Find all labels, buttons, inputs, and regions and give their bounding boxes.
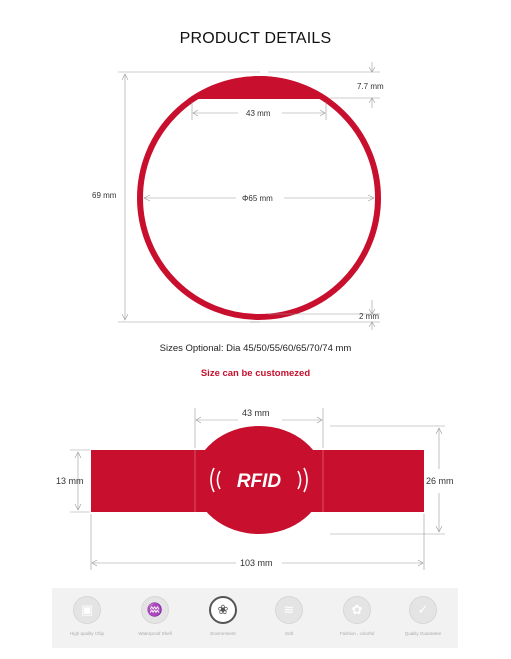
- feature-soft: [256, 596, 322, 636]
- total-length-label: 103 mm: [240, 558, 273, 568]
- thickness-label: 2 mm: [359, 312, 379, 321]
- top-width-label: 43 mm: [246, 109, 271, 118]
- feature-label: High quality Chip: [69, 631, 105, 636]
- feature-environment: [190, 596, 256, 636]
- head-width-label: 43 mm: [242, 408, 270, 418]
- waterproof-icon: ♒: [141, 596, 169, 624]
- customizable-note: Size can be customezed: [200, 368, 311, 379]
- feature-strip: [52, 588, 458, 648]
- fashion-icon: ✿: [343, 596, 371, 624]
- band-height-label: 13 mm: [56, 476, 84, 486]
- height-label: 69 mm: [92, 191, 117, 200]
- feature-chip: [54, 596, 120, 636]
- feature-waterproof: [122, 596, 188, 636]
- top-segment-label: 7.7 mm: [357, 82, 384, 91]
- feature-label: Soft: [284, 631, 293, 636]
- diameter-label: Φ65 mm: [242, 194, 273, 203]
- feature-label: Waterproof Shell: [138, 631, 172, 636]
- feature-label: Quality Guarantee: [404, 631, 442, 636]
- chip-icon: ▣: [73, 596, 101, 624]
- soft-icon: ≋: [275, 596, 303, 624]
- page-title: PRODUCT DETAILS: [179, 30, 332, 47]
- quality-guarantee-icon: ✓: [409, 596, 437, 624]
- feature-quality: [390, 596, 456, 636]
- feature-label: Environment: [210, 631, 236, 636]
- feature-label: Fashion , colorful: [339, 631, 375, 636]
- sizes-optional-text: Sizes Optional: Dia 45/50/55/60/65/70/74 mm: [159, 343, 352, 354]
- feature-fashion: [324, 596, 390, 636]
- head-height-label: 26 mm: [426, 476, 454, 486]
- environment-icon: ❀: [209, 596, 237, 624]
- rfid-logo-text: RFID: [236, 471, 282, 492]
